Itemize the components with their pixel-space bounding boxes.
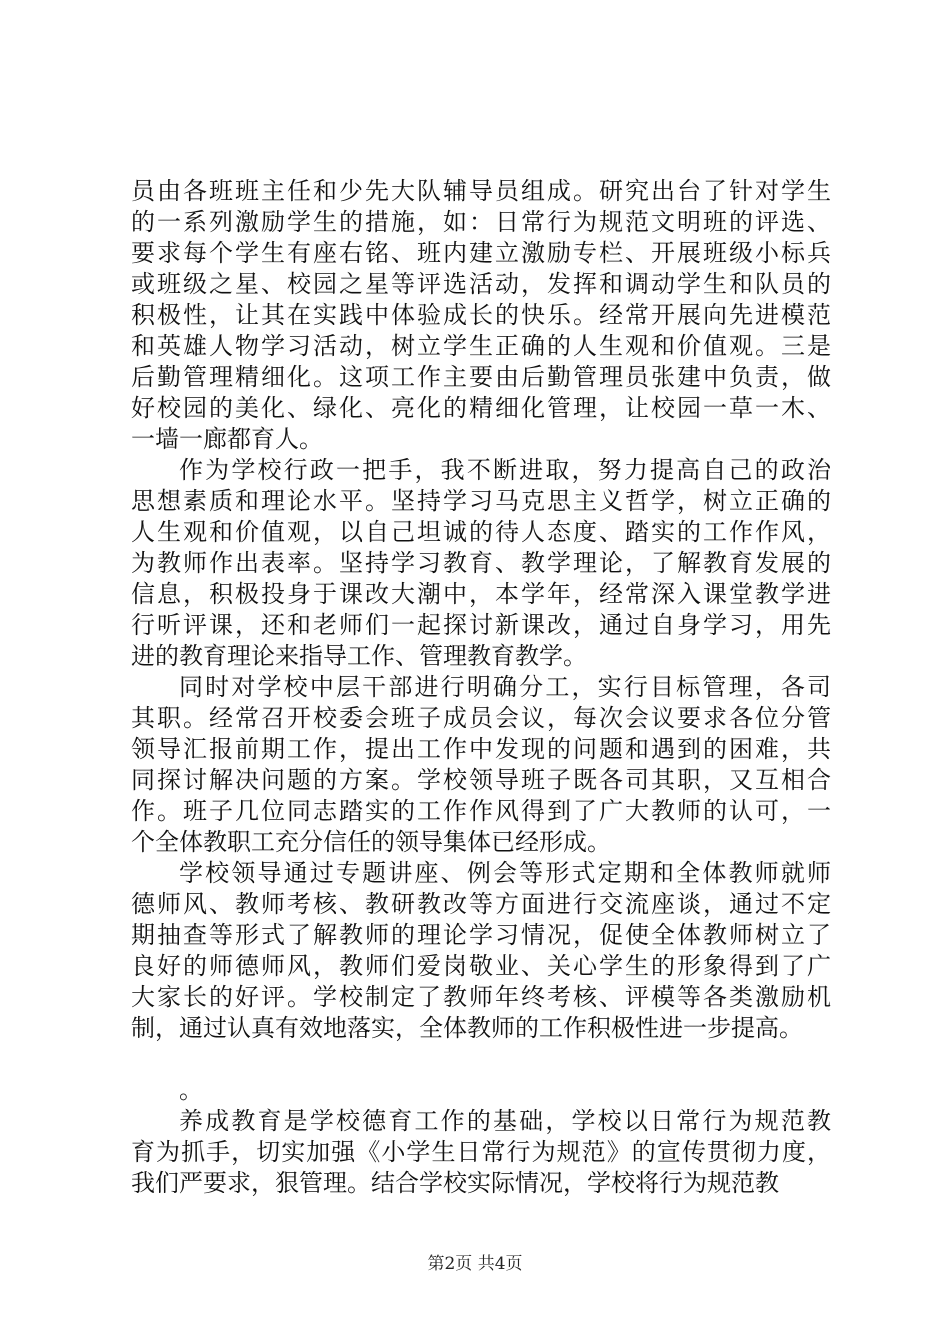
text-line: 一墙一廊都育人。 (131, 425, 323, 453)
paragraph (131, 858, 831, 1044)
text-line: 个全体教职工充分信任的领导集体已经形成。 (131, 828, 611, 856)
text-line: 制，通过认真有效地落实，全体教师的工作积极性进一步提高。 (131, 1014, 803, 1042)
text-line: 好校园的美化、绿化、亮化的精细化管理，让校园一草一木、 (131, 394, 831, 422)
page-number-label: 第2页 共4页 (427, 1254, 523, 1274)
text-line: 同探讨解决问题的方案。学校领导班子既各司其职，又互相合 (131, 766, 831, 794)
paragraph (131, 455, 831, 672)
paragraph (131, 672, 831, 858)
text-line: 后勤管理精细化。这项工作主要由后勤管理员张建中负责，做 (131, 363, 831, 391)
text-line: 养成教育是学校德育工作的基础，学校以日常行为规范教 (179, 1107, 831, 1135)
text-line: 德师风、教师考核、教研教改等方面进行交流座谈，通过不定 (131, 890, 831, 918)
text-line: 员由各班班主任和少先大队辅导员组成。研究出台了针对学生 (131, 177, 831, 205)
text-line: 大家长的好评。学校制定了教师年终考核、评模等各类激励机 (131, 983, 831, 1011)
text-line: 期抽查等形式了解教师的理论学习情况，促使全体教师树立了 (131, 921, 831, 949)
text-line: 或班级之星、校园之星等评选活动，发挥和调动学生和队员的 (131, 270, 831, 298)
text-line: 同时对学校中层干部进行明确分工，实行目标管理，各司 (179, 673, 831, 701)
text-line: 为教师作出表率。坚持学习教育、教学理论，了解教育发展的 (131, 549, 831, 577)
text-line: 和英雄人物学习活动，树立学生正确的人生观和价值观。三是 (131, 332, 831, 360)
text-line: 。 (179, 1076, 203, 1104)
text-line: 行听评课，还和老师们一起探讨新课改，通过自身学习，用先 (131, 611, 831, 639)
paragraph (131, 1106, 831, 1199)
text-line: 人生观和价值观，以自己坦诚的待人态度、踏实的工作作风， (131, 518, 831, 546)
text-line: 我们严要求，狠管理。结合学校实际情况，学校将行为规范教 (131, 1169, 779, 1197)
paragraph-gap (131, 1044, 831, 1075)
text-line: 进的教育理论来指导工作、管理教育教学。 (131, 642, 587, 670)
text-line: 要求每个学生有座右铭、班内建立激励专栏、开展班级小标兵 (131, 239, 831, 267)
text-line: 积极性，让其在实践中体验成长的快乐。经常开展向先进模范 (131, 301, 831, 329)
text-line: 的一系列激励学生的措施，如：日常行为规范文明班的评选、 (131, 208, 831, 236)
page-footer (0, 1254, 950, 1274)
text-line: 育为抓手，切实加强《小学生日常行为规范》的宣传贯彻力度， (131, 1138, 831, 1166)
text-line: 思想素质和理论水平。坚持学习马克思主义哲学，树立正确的 (131, 487, 831, 515)
text-line: 信息，积极投身于课改大潮中，本学年，经常深入课堂教学进 (131, 580, 831, 608)
document-body (131, 176, 831, 1199)
paragraph (131, 176, 831, 455)
text-line: 作。班子几位同志踏实的工作作风得到了广大教师的认可，一 (131, 797, 831, 825)
text-line: 良好的师德师风，教师们爱岗敬业、关心学生的形象得到了广 (131, 952, 831, 980)
text-line: 学校领导通过专题讲座、例会等形式定期和全体教师就师 (179, 859, 831, 887)
text-line: 作为学校行政一把手，我不断进取，努力提高自己的政治 (179, 456, 831, 484)
text-line: 其职。经常召开校委会班子成员会议，每次会议要求各位分管 (131, 704, 831, 732)
text-line: 领导汇报前期工作，提出工作中发现的问题和遇到的困难，共 (131, 735, 831, 763)
paragraph (131, 1075, 831, 1106)
